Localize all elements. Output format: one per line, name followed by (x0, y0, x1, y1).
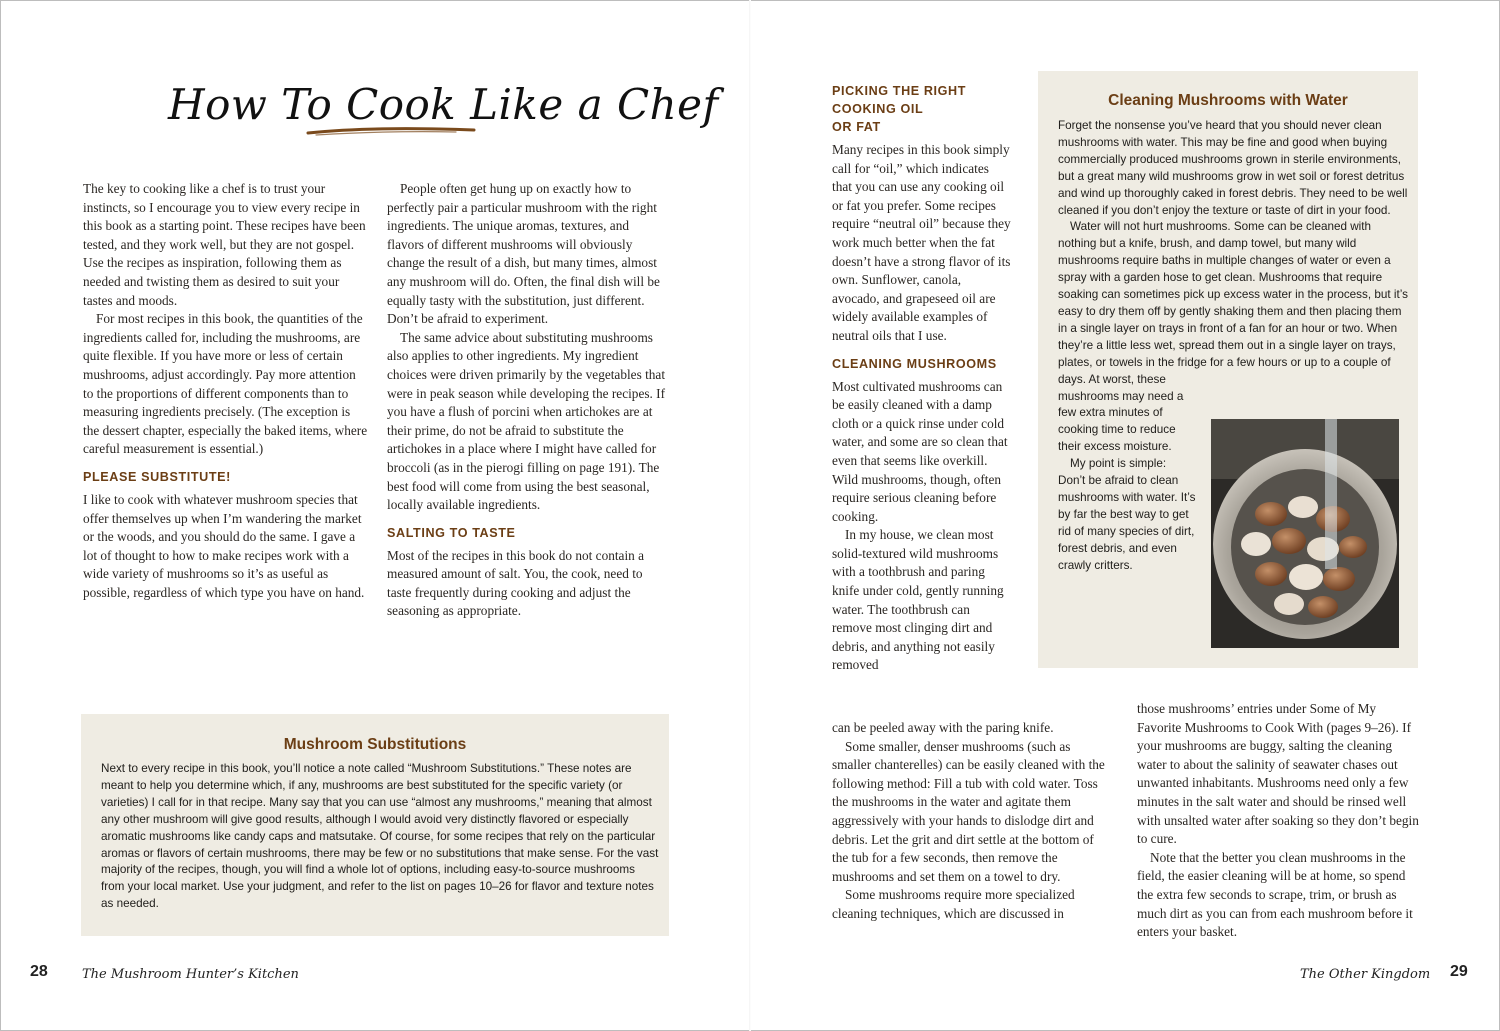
left-column-2 (387, 180, 669, 621)
sidebar-text: Forget the nonsense you’ve heard that you should never clean mushrooms with water. This may be fine and good when buying commercially produced mushrooms grown in sterile environments, but a great many wild mushrooms grow in wet soil or forest detritus and wind up thoroughly caked in forest debris. They need to be well cleaned if you don’t enjoy the texture or taste of dirt in your food. (1058, 119, 1408, 217)
paragraph: Some mushrooms require more specialized cleaning techniques, which are discussed in (832, 887, 1075, 921)
paragraph: those mushrooms’ entries under Some of My Favorite Mushrooms to Cook With (pages 9–26). If your mushrooms are buggy, salting the cleaning water to about the salinity of seawater chases out unwanted inhabitants. Mushrooms need only a few minutes in the salt water and should be rinsed well with unsalted water after soaking so they don’t begin to cure. (1137, 701, 1419, 847)
right-column-1 (832, 82, 1012, 675)
right-column-2 (1137, 700, 1421, 942)
title-underline-icon (306, 124, 476, 138)
sidebar-title: Mushroom Substitutions (283, 736, 467, 753)
page-number-right: 29 (1450, 963, 1468, 980)
section-heading-cooking-oil (832, 82, 1012, 136)
sidebar-title: Cleaning Mushrooms with Water (1108, 92, 1348, 109)
page-title: How To Cook Like a Chef (168, 80, 719, 129)
sidebar-text: days. At worst, these mushrooms may need a few extra minutes of cooking time to reduce their excess moisture. (1058, 372, 1184, 454)
paragraph: I like to cook with whatever mushroom species that offer themselves up when I’m wandering the market or the woods, and you should do the same. I gave a lot of thought to how to make recipes work with a wide variety of mushrooms so it’s as useful as possible, regardless of which type you have on hand. (83, 491, 365, 600)
mushroom-substitutions-sidebar (81, 714, 669, 936)
running-head-left: The Mushroom Hunter’s Kitchen (82, 967, 299, 982)
paragraph: Note that the better you clean mushrooms in the field, the easier cleaning will be at home, so spend the extra few seconds to scrape, trim, or brush as much dirt as you can from each mushroom before it enters your basket. (1137, 849, 1413, 940)
running-head-right: The Other Kingdom (1300, 967, 1431, 982)
right-column-1-continued (832, 719, 1112, 924)
page-number-left: 28 (30, 963, 48, 980)
paragraph: In my house, we clean most solid-textured wild mushrooms with a toothbrush and paring knife under cold, gently running water. The toothbrush can remove most clinging dirt and debris, and anything not easily removed (832, 527, 1004, 673)
heading-line: OR FAT (832, 120, 881, 134)
paragraph: For most recipes in this book, the quantities of the ingredients called for, including the mushrooms, are quite flexible. If you have more or less of certain mushrooms, adjust accordingly. Pay more attention to the proportions of different components than to measuring ingredients precisely. (The exception is the dessert chapter, especially the baked items, where careful measurement is essential.) (83, 311, 368, 457)
left-column-1 (83, 180, 368, 602)
book-gutter (749, 0, 751, 1031)
paragraph: can be peeled away with the paring knife. (832, 720, 1054, 735)
section-heading-cleaning: CLEANING MUSHROOMS (832, 356, 997, 371)
paragraph: The same advice about substituting mushrooms also applies to other ingredients. My ingredient choices were driven primarily by the vegetables that were in peak season while developing the recipes. If you have a flush of porcini when artichokes are at their prime, do not be afraid to substitute the artichokes in a place where I might have called for broccoli (as in the pierogi filling on page 191). The best food will come from using the best seasonal, locally available ingredients. (387, 329, 666, 513)
heading-line: PICKING THE RIGHT (832, 84, 967, 98)
mushrooms-in-colander-photo-icon (1211, 419, 1399, 648)
sidebar-text: Water will not hurt mushrooms. Some can be cleaned with nothing but a knife, brush, and damp towel, but many wild mushrooms require baths in multiple changes of water or even a spray with a garden hose to get clean. Mushrooms that require soaking can sometimes pick up excess water in the process, but it’s easy to dry them off by gently shaking them and then placing them in a single layer on trays in front of a fan for an hour or two. When they’re a little less wet, spread them out in a single layer on trays, plates, or towels in the fridge for a few hours or up to a couple of (1058, 220, 1408, 369)
paragraph: People often get hung up on exactly how to perfectly pair a particular mushroom with the right ingredients. The unique aromas, textures, and flavors of different mushrooms will obviously change the result of a dish, but many times, almost any mushroom will do. Often, the final dish will be equally tasty with the substitution, just different. Don’t be afraid to experiment. (387, 181, 660, 327)
paragraph: Most of the recipes in this book do not contain a measured amount of salt. You, the cook, need to taste frequently during cooking and adjust the seasoning as appropriate. (387, 547, 645, 619)
section-heading-please-substitute: PLEASE SUBSTITUTE! (83, 469, 231, 484)
heading-line: COOKING OIL (832, 102, 924, 116)
paragraph: Many recipes in this book simply call for “oil,” which indicates that you can use any cooking oil or fat you prefer. Some recipes require “neutral oil” because they work much better when the fat doesn’t have a strong flavor of its own. Sunflower, canola, avocado, and grapeseed oil are widely available examples of neutral oils that I use. (832, 142, 1011, 343)
sidebar-text: Next to every recipe in this book, you’ll notice a note called “Mushroom Substitutions.” These notes are meant to help you determine which, if any, mushrooms are best substituted for the specific variety (or varieties) I call for in that recipe. Many say that you can use “almost any mushrooms,” meaning that almost any other mushroom will give good results, although I would avoid very distinctly flavored or especially aromatic mushrooms like candy caps and matsutake. Of course, for some recipes that rely on the particular aromas or flavors of certain mushrooms, there may be few or no substitutions that make sense. For the vast majority of the recipes, though, you will find a whole lot of options, including easy-to-source mushrooms from your local market. Use your judgment, and refer to the list on pages 10–26 for flavor and texture notes as needed. (101, 762, 659, 911)
paragraph: Most cultivated mushrooms can be easily cleaned with a damp cloth or a quick rinse under cold water, and some are so clean that even that seems like overkill. Wild mushrooms, though, often require serious cleaning before cooking. (832, 378, 1008, 524)
sidebar-text: My point is simple: Don’t be afraid to clean mushrooms with water. It’s by far the best way to get rid of many species of dirt, forest debris, and even crawly critters. (1058, 457, 1196, 572)
paragraph: Some smaller, denser mushrooms (such as smaller chanterelles) can be easily cleaned with the following method: Fill a tub with cold water. Toss the mushrooms in the water and agitate them aggressively with your hands to dislodge dirt and debris. Let the grit and dirt settle at the bottom of the tub for a few seconds, then remove the mushrooms and set them on a towel to dry. (832, 738, 1105, 884)
paragraph: The key to cooking like a chef is to trust your instincts, so I encourage you to view every recipe in this book as a starting point. These recipes have been tested, and they work well, but they are not gospel. Use the recipes as inspiration, following them as needed and twisting them as desired to suit your tastes and moods. (83, 181, 366, 308)
section-heading-salting: SALTING TO TASTE (387, 525, 516, 540)
